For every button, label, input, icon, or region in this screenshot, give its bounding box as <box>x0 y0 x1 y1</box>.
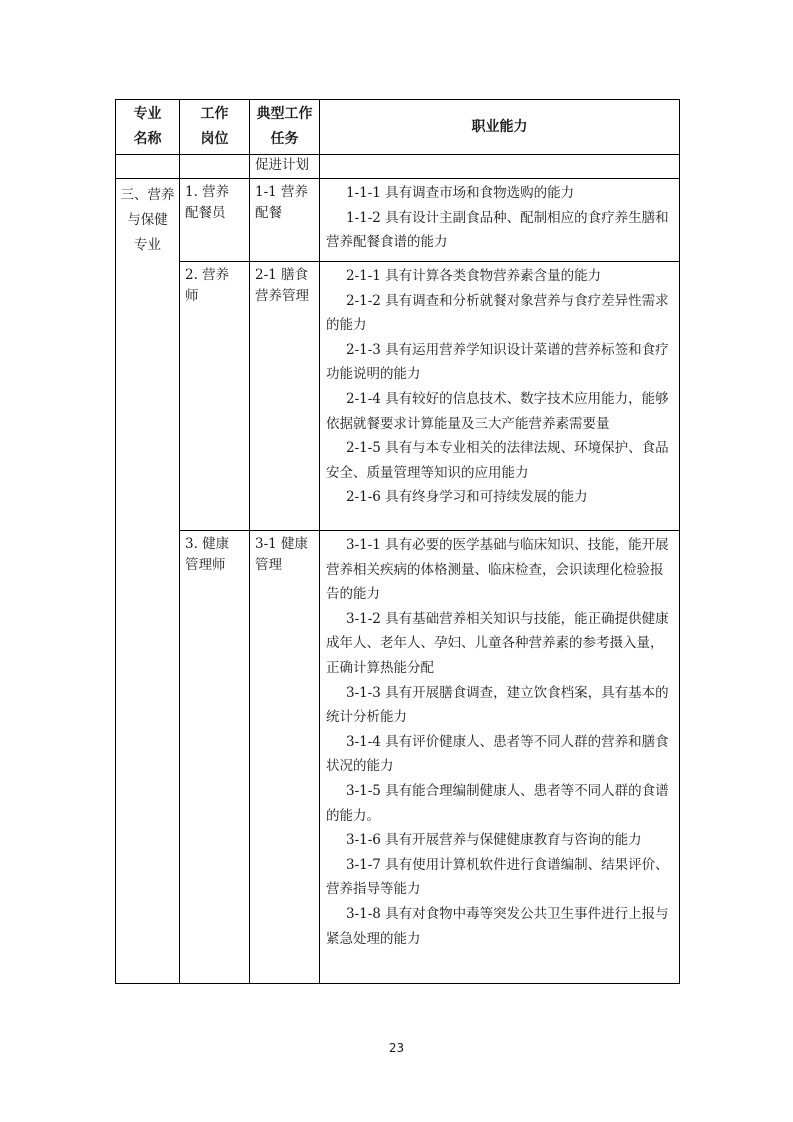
header-task: 典型工作 任务 <box>250 100 320 155</box>
ability-cell <box>320 179 680 262</box>
major-cell: 三、营养 与保健 专业 <box>116 179 180 984</box>
task-cell: 2-1 膳食 营养管理 <box>250 262 320 531</box>
header-position: 工作 岗位 <box>180 100 250 155</box>
ability-item: 3-1-5 具有能合理编制健康人、患者等不同人群的食谱的能力。 <box>326 782 669 824</box>
table-row <box>116 179 680 262</box>
competency-table <box>115 99 680 984</box>
ability-cell <box>320 262 680 531</box>
ability-item: 3-1-7 具有使用计算机软件进行食谱编制、结果评价、营养指导等能力 <box>326 856 669 898</box>
header-major-name: 专业 名称 <box>116 100 180 155</box>
ability-item: 2-1-1 具有计算各类食物营养素含量的能力 <box>346 268 602 284</box>
position-cell: 2. 营养 师 <box>180 262 250 531</box>
header-ability: 职业能力 <box>320 100 680 155</box>
table-row <box>116 262 680 531</box>
ability-item: 2-1-5 具有与本专业相关的法律法规、环境保护、食品安全、质量管理等知识的应用能力 <box>326 440 669 481</box>
task-cell: 3-1 健康 管理 <box>250 531 320 984</box>
continuation-row <box>116 155 680 179</box>
ability-item: 3-1-6 具有开展营养与保健健康教育与咨询的能力 <box>346 832 642 849</box>
ability-item: 1-1-1 具有调查市场和食物选购的能力 <box>346 185 575 201</box>
position-cell: 1. 营养 配餐员 <box>180 179 250 262</box>
ability-item: 3-1-3 具有开展膳食调查，建立饮食档案，具有基本的统计分析能力 <box>326 684 669 726</box>
header-row <box>116 100 680 155</box>
ability-item: 3-1-4 具有评价健康人、患者等不同人群的营养和膳食状况的能力 <box>326 733 669 775</box>
ability-item: 1-1-2 具有设计主副食品种、配制相应的食疗养生膳和营养配餐食谱的能力 <box>326 209 669 251</box>
ability-cell <box>320 531 680 984</box>
continuation-task: 促进计划 <box>250 155 320 179</box>
ability-item: 2-1-6 具有终身学习和可持续发展的能力 <box>346 489 588 506</box>
ability-item: 3-1-1 具有必要的医学基础与临床知识、技能，能开展营养相关疾病的体格测量、临床检查，会识读理化检验报告的能力 <box>326 537 669 603</box>
table-row <box>116 531 680 984</box>
ability-item: 3-1-2 具有基础营养相关知识与技能，能正确提供健康成年人、老年人、孕妇、儿童各种营养素的参考摄入量，正确计算热能分配 <box>326 610 669 676</box>
page-number: 23 <box>388 1041 405 1055</box>
position-cell: 3. 健康 管理师 <box>180 531 250 984</box>
ability-item: 2-1-4 具有较好的信息技术、数字技术应用能力，能够依据就餐要求计算能量及三大产能营养素需要量 <box>326 390 669 432</box>
ability-item: 3-1-8 具有对食物中毒等突发公共卫生事件进行上报与紧急处理的能力 <box>326 905 669 947</box>
ability-item: 2-1-2 具有调查和分析就餐对象营养与食疗差异性需求的能力 <box>326 292 669 334</box>
task-cell: 1-1 营养 配餐 <box>250 179 320 262</box>
ability-item: 2-1-3 具有运用营养学知识设计菜谱的营养标签和食疗功能说明的能力 <box>326 341 669 383</box>
